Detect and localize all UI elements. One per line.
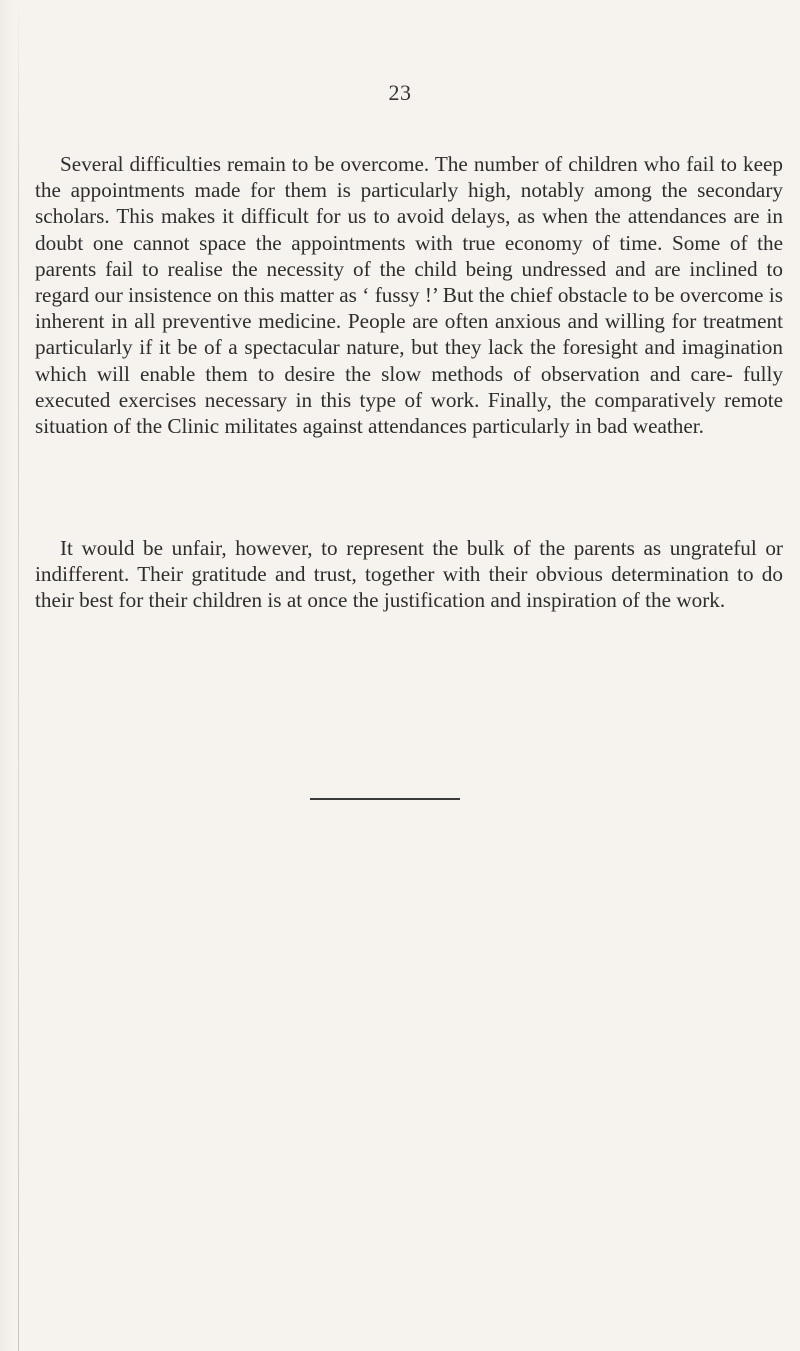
paragraph-difficulties: Several difficulties remain to be overcome. The number of children who fail to keep the appointments made for them is particularly high, notably among the secondary scholars. This makes it difficult for us to avoid delays, as when the attendances are in doubt one cannot space the appointments with true economy of time. Some of the parents fail to realise the necessity of the child being undressed and are inclined to regard our insistence on this matter as ‘ fussy !’ But the chief obstacle to be overcome is inherent in all preventive medicine. People are often anxious and willing for treatment particularly if it be of a spectacular nature, but they lack the foresight and imagination which will enable them to desire the slow methods of observation and care- fully executed exercises necessary in this type of work. Finally, the comparatively remote situation of the Clinic militates against attendances particularly in bad weather. xyxy=(35,152,783,439)
section-end-rule xyxy=(310,798,460,800)
page-binding-edge xyxy=(0,0,14,1351)
paragraph-gratitude: It would be unfair, however, to represent the bulk of the parents as ungrateful or indifferent. Their gratitude and trust, together with their obvious determination to do their best for their children is at once the justification and inspiration of the work. xyxy=(35,536,783,613)
page-number: 23 xyxy=(388,80,412,105)
page-binding-shadow xyxy=(18,0,19,1351)
